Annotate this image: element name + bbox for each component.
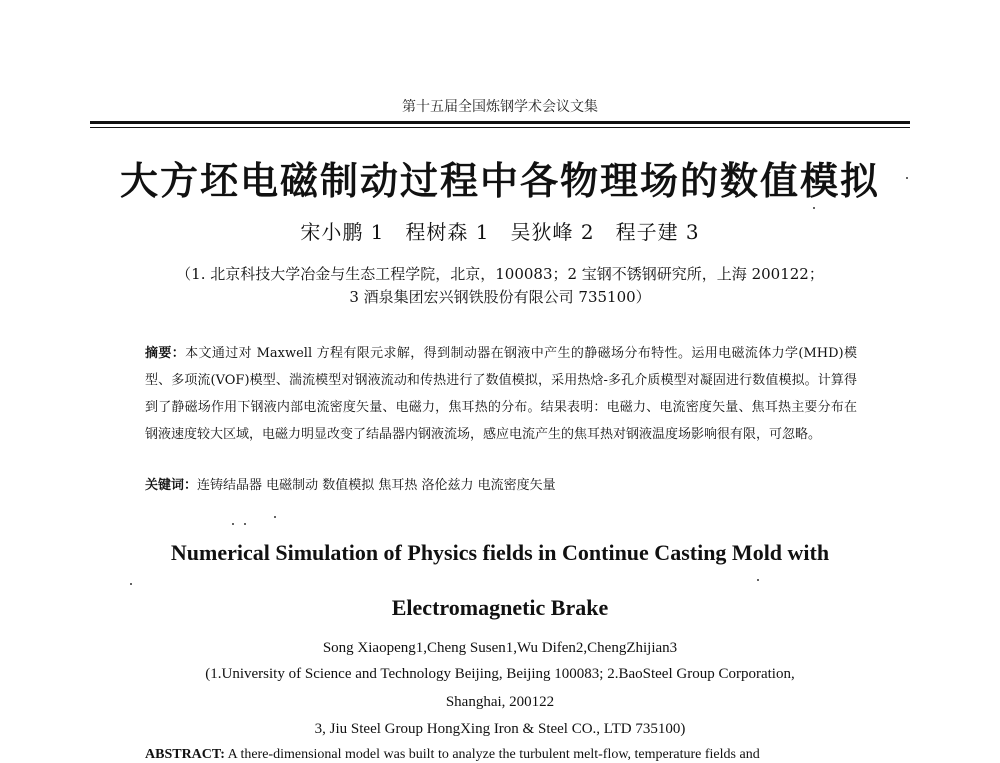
authors-chinese: 宋小鹏 1 程树森 1 吴狄峰 2 程子建 3: [300, 220, 700, 244]
header-rule-thin: [90, 127, 910, 128]
affiliations-chinese: [0, 263, 1000, 309]
affiliation-en-line-1: (1.University of Science and Technology Beijing, Beijing 100083; 2.BaoSteel Group Corporation,: [205, 666, 795, 682]
abstract-cn-text: 本文通过对 Maxwell 方程有限元求解，得到制动器在钢液中产生的静磁场分布特性。运用电磁流体力学(MHD)模型、多项流(VOF)模型、湍流模型对钢液流动和传热进行了数值模拟，采用热焓-多孔介质模型对凝固进行数值模拟。计算得到了静磁场作用下钢液内部电流密度矢量、电磁力，焦耳热的分布。结果表明：电磁力、电流密度矢量、焦耳热主要分布在钢液速度较大区域，电磁力明显改变了结晶器内钢液流场，感应电流产生的焦耳热对钢液温度场影响很有限，可忽略。: [145, 346, 857, 442]
affiliation-en-line-3: 3, Jiu Steel Group HongXing Iron & Steel CO., LTD 735100): [314, 721, 686, 737]
scan-speck: [813, 207, 815, 209]
abstract-en-text: A there-dimensional model was built to analyze the turbulent melt-flow, temperature fields and: [224, 747, 760, 762]
abstract-en-label: ABSTRACT:: [145, 747, 225, 762]
scan-speck: [244, 523, 246, 525]
keywords-cn-text: 连铸结晶器 电磁制动 数值模拟 焦耳热 洛伦兹力 电流密度矢量: [197, 478, 556, 493]
abstract-cn-label: 摘要：: [145, 346, 186, 361]
scan-speck: [274, 516, 276, 518]
title-english-line-1: Numerical Simulation of Physics fields in Continue Casting Mold with: [170, 540, 830, 565]
scan-speck: [757, 579, 759, 581]
title-english-line-2: Electromagnetic Brake: [391, 595, 609, 620]
affiliation-cn-line-2: 3 酒泉集团宏兴钢铁股份有限公司 735100）: [349, 288, 651, 306]
affiliation-cn-line-1: （1. 北京科技大学冶金与生态工程学院，北京，100083；2 宝钢不锈钢研究所，上海 200122；: [176, 265, 824, 283]
title-chinese: 大方坯电磁制动过程中各物理场的数值模拟: [119, 159, 880, 203]
affiliation-en-line-2: Shanghai, 200122: [445, 694, 555, 710]
keywords-chinese: [145, 472, 857, 499]
abstract-english: [145, 747, 857, 763]
running-header: 第十五届全国炼钢学术会议文集: [402, 99, 598, 115]
scan-speck: [906, 177, 908, 179]
header-rule-thick: [90, 121, 910, 124]
scan-speck: [232, 523, 234, 525]
abstract-chinese: [145, 340, 857, 448]
authors-english: Song Xiaopeng1,Cheng Susen1,Wu Difen2,ChengZhijian3: [322, 640, 678, 656]
scan-speck: [130, 583, 132, 585]
keywords-cn-label: 关键词：: [145, 478, 198, 493]
